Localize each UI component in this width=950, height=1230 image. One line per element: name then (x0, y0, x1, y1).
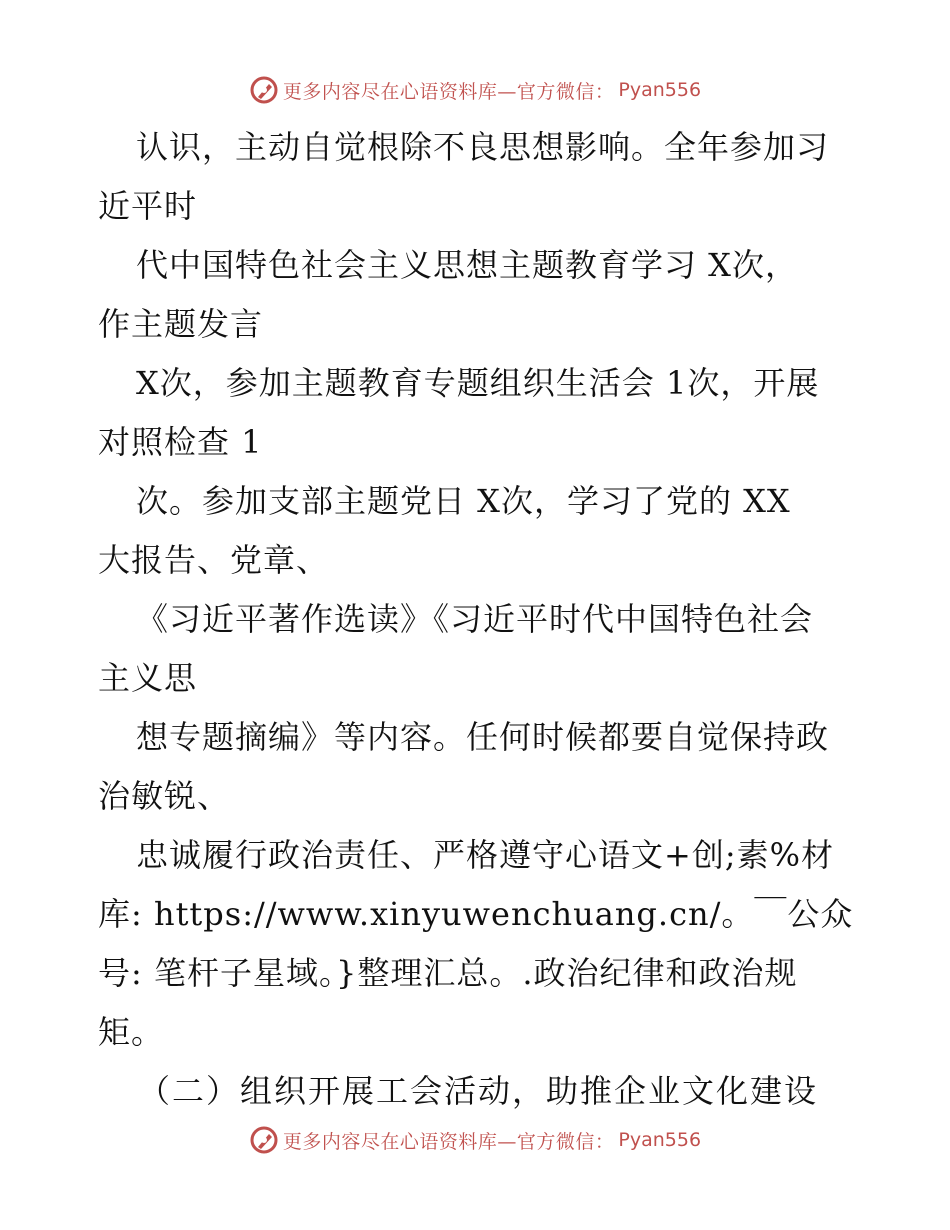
footer-watermark-banner (0, 1120, 950, 1160)
paragraph-line: 忠诚履行政治责任、严格遵守心语文+创;素%材 (136, 836, 835, 874)
paragraph-line: 主义思 (98, 659, 198, 697)
banner-handle: Pyan556 (618, 79, 702, 101)
paragraph-line: 号: 笔杆子星域。}整理汇总。.政治纪律和政治规 (98, 954, 798, 992)
paragraph-line: 作主题发言 (98, 305, 264, 343)
paragraph-line: 代中国特色社会主义思想主题教育学习 X次， (136, 246, 798, 284)
paragraph-line: 次。参加支部主题党日 X次，学习了党的 XX (136, 482, 791, 520)
paragraph-line: 对照检查 1 (98, 423, 263, 461)
paragraph-line: 大报告、党章、 (98, 541, 330, 579)
document-body (98, 118, 858, 1121)
header-watermark-banner (0, 70, 950, 110)
banner-text: 更多内容尽在心语资料库—官方微信： (282, 80, 615, 103)
banner-handle: Pyan556 (618, 1129, 702, 1151)
paragraph-line: 认识，主动自觉根除不良思想影响。全年参加习 (136, 128, 830, 166)
paragraph-line: 《习近平著作选读》《习近平时代中国特色社会 (136, 600, 814, 638)
paragraph-line: X次，参加主题教育专题组织生活会 1次，开展 (136, 364, 820, 402)
pen-nib-logo-icon (249, 1125, 279, 1155)
paragraph-line: 想专题摘编》等内容。任何时候都要自觉保持政 (136, 718, 830, 756)
paragraph-line: 矩。 (98, 1013, 165, 1051)
section-heading: （二）组织开展工会活动，助推企业文化建设 (138, 1072, 819, 1110)
pen-nib-logo-icon (249, 75, 279, 105)
paragraph-line: 治敏锐、 (98, 777, 231, 815)
paragraph-line: 近平时 (98, 187, 198, 225)
paragraph-line: 库: https://www.xinyuwenchuang.cn/。￣公众 (98, 895, 854, 933)
banner-text: 更多内容尽在心语资料库—官方微信： (282, 1130, 615, 1153)
